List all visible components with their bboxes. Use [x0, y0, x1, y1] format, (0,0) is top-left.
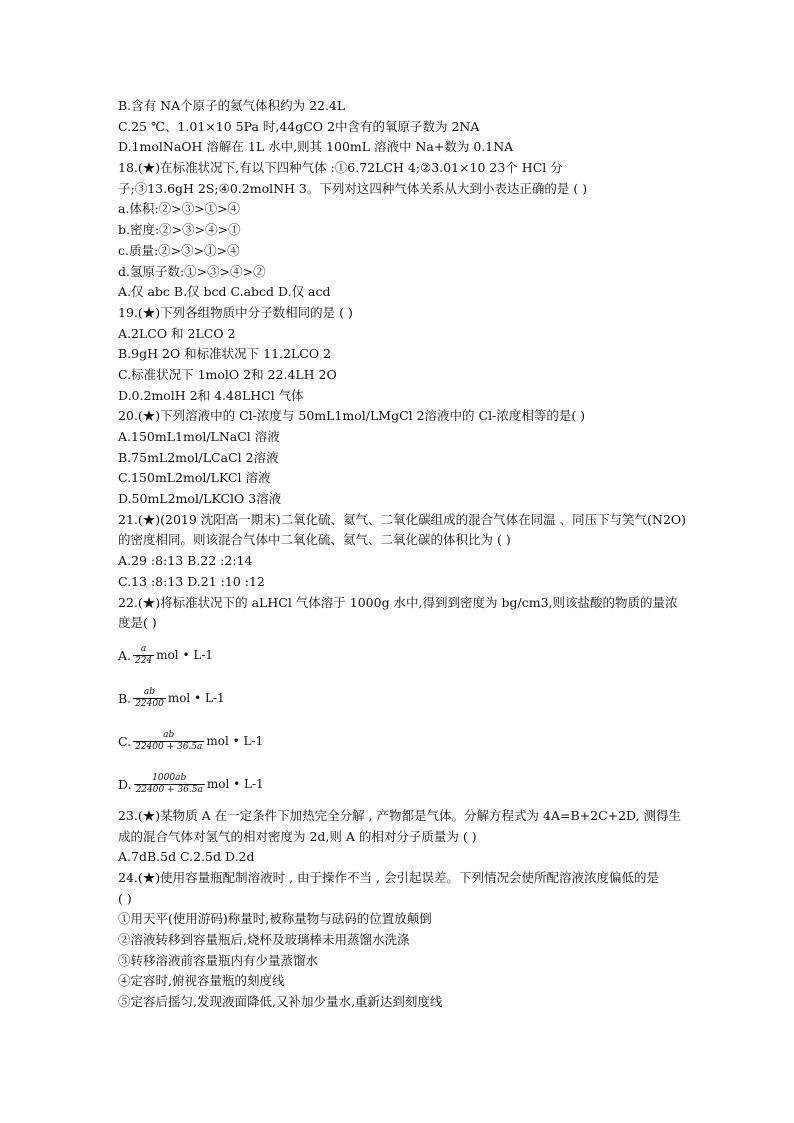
text-line: 成的混合气体对氢气的相对密度为 2d,则 A 的相对分子质量为 ( )	[118, 828, 477, 844]
text-line: ( )	[118, 890, 132, 906]
text-line: A.2LCO 和 2LCO 2	[118, 325, 236, 341]
text-line: 度是( )	[118, 615, 157, 631]
fraction-numerator: ab	[163, 729, 175, 740]
text-line: ②溶液转移到容量瓶后,烧杯及玻璃棒未用蒸馏水洗涤	[118, 932, 410, 947]
text-line: A.7dB.5d C.2.5d D.2d	[118, 849, 255, 865]
text-line: b.密度:②>③>④>①	[118, 222, 241, 238]
option-label: A.	[118, 647, 132, 663]
text-line: C.13 :8:13 D.21 :10 :12	[118, 573, 265, 589]
text-line: 22.(★)将标准状况下的 aLHCl 气体溶于 1000g 水中,得到到密度为 bg/cm3,则该盐酸的物质的量浓	[118, 594, 678, 610]
option-label: B.	[118, 690, 132, 706]
text-line: D.0.2molH 2和 4.48LHCl 气体	[118, 387, 304, 403]
exam-page	[118, 96, 688, 1013]
text-line: C.标准状况下 1molO 2和 22.4LH 2O	[118, 366, 337, 382]
fraction-denominator: 22400	[135, 698, 164, 709]
fraction	[133, 644, 154, 667]
question-22-options	[118, 634, 688, 806]
text-line: A.150mL1mol/LNaCl 溶液	[118, 429, 280, 444]
fraction	[134, 773, 205, 796]
fraction-numerator: a	[140, 643, 147, 654]
unit: mol • L-1	[206, 734, 264, 749]
text-line: ⑤定容后摇匀,发现液面降低,又补加少量水,重新达到刻度线	[118, 994, 443, 1010]
text-line: A.29 :8:13 B.22 :2:14	[118, 553, 253, 569]
fraction-numerator: 1000ab	[152, 772, 187, 783]
option-row	[118, 720, 688, 763]
text-line: 20.(★)下列溶液中的 Cl-浓度与 50mL1mol/LMgCl 2溶液中的 Cl-浓度相等的是( )	[118, 408, 586, 424]
text-line: 21.(★)(2019 沈阳高一期末)二氧化硫、氦气、二氧化碳组成的混合气体在同温 、同压下与笑气(N2O)	[118, 511, 687, 527]
text-line: D.50mL2mol/LKClO 3溶液	[118, 491, 282, 507]
fraction-denominator: 22400 + 36.5a	[135, 741, 203, 752]
text-line: a.体积:②>③>①>④	[118, 201, 241, 217]
unit: mol • L-1	[156, 648, 214, 663]
text-line: d.氢原子数:①>③>④>②	[118, 263, 266, 279]
text-line: B.9gH 2O 和标准状况下 11.2LCO 2	[118, 346, 332, 362]
text-line: ①用天平(使用游码)称量时,被称量物与砝码的位置放颠倒	[118, 911, 432, 927]
text-line: C.150mL2mol/LKCl 溶液	[118, 470, 271, 486]
text-line: 子;③13.6gH 2S;④0.2molNH 3。下列对这四种气体关系从大到小表达正确的是 ( )	[118, 180, 588, 196]
text-line: A.仅 abc B.仅 bcd C.abcd D.仅 acd	[118, 284, 331, 300]
text-line: D.1molNaOH 溶解在 1L 水中,则其 100mL 溶液中 Na+数为 0.1NA	[118, 139, 514, 155]
option-label: C.	[118, 733, 132, 749]
option-label: D.	[118, 776, 132, 792]
questions-block-top	[118, 96, 688, 634]
questions-block-bottom	[118, 806, 688, 1013]
text-line: 19.(★)下列各组物质中分子数相同的是 ( )	[118, 304, 353, 320]
text-line: C.25 ℃、1.01×10 5Pa 时,44gCO 2中含有的氧原子数为 2NA	[118, 118, 480, 134]
text-line: B.75mL2mol/LCaCl 2溶液	[118, 449, 279, 465]
unit: mol • L-1	[167, 691, 225, 706]
fraction	[133, 687, 166, 710]
fraction-denominator: 224	[135, 655, 153, 666]
text-line: 24.(★)使用容量瓶配制溶液时 , 由于操作不当 , 会引起误差。下列情况会使所配溶液浓度偏低的是	[118, 869, 659, 885]
text-line: 18.(★)在标准状况下,有以下四种气体 :①6.72LCH 4;②3.01×10 23个 HCl 分	[118, 160, 563, 176]
text-line: c.质量:②>③>①>④	[118, 242, 240, 258]
text-line: 的密度相同。则该混合气体中二氧化硫、氦气、二氧化碳的体积比为 ( )	[118, 532, 511, 548]
text-line: ③转移溶液前容量瓶内有少量蒸馏水	[118, 952, 319, 968]
fraction-numerator: ab	[143, 686, 156, 697]
fraction	[133, 730, 204, 753]
fraction-denominator: 22400 + 36.5a	[135, 784, 203, 795]
option-row	[118, 763, 688, 806]
text-line: ④定容时,俯视容量瓶的刻度线	[118, 973, 285, 989]
text-line: B.含有 NA个原子的氦气体积约为 22.4L	[118, 98, 346, 113]
unit: mol • L-1	[206, 777, 264, 792]
option-row	[118, 634, 688, 677]
text-line: 23.(★)某物质 A 在一定条件下加热完全分解 , 产物都是气体。分解方程式为 4A=B+2C+2D, 测得生	[118, 807, 682, 823]
option-row	[118, 677, 688, 720]
